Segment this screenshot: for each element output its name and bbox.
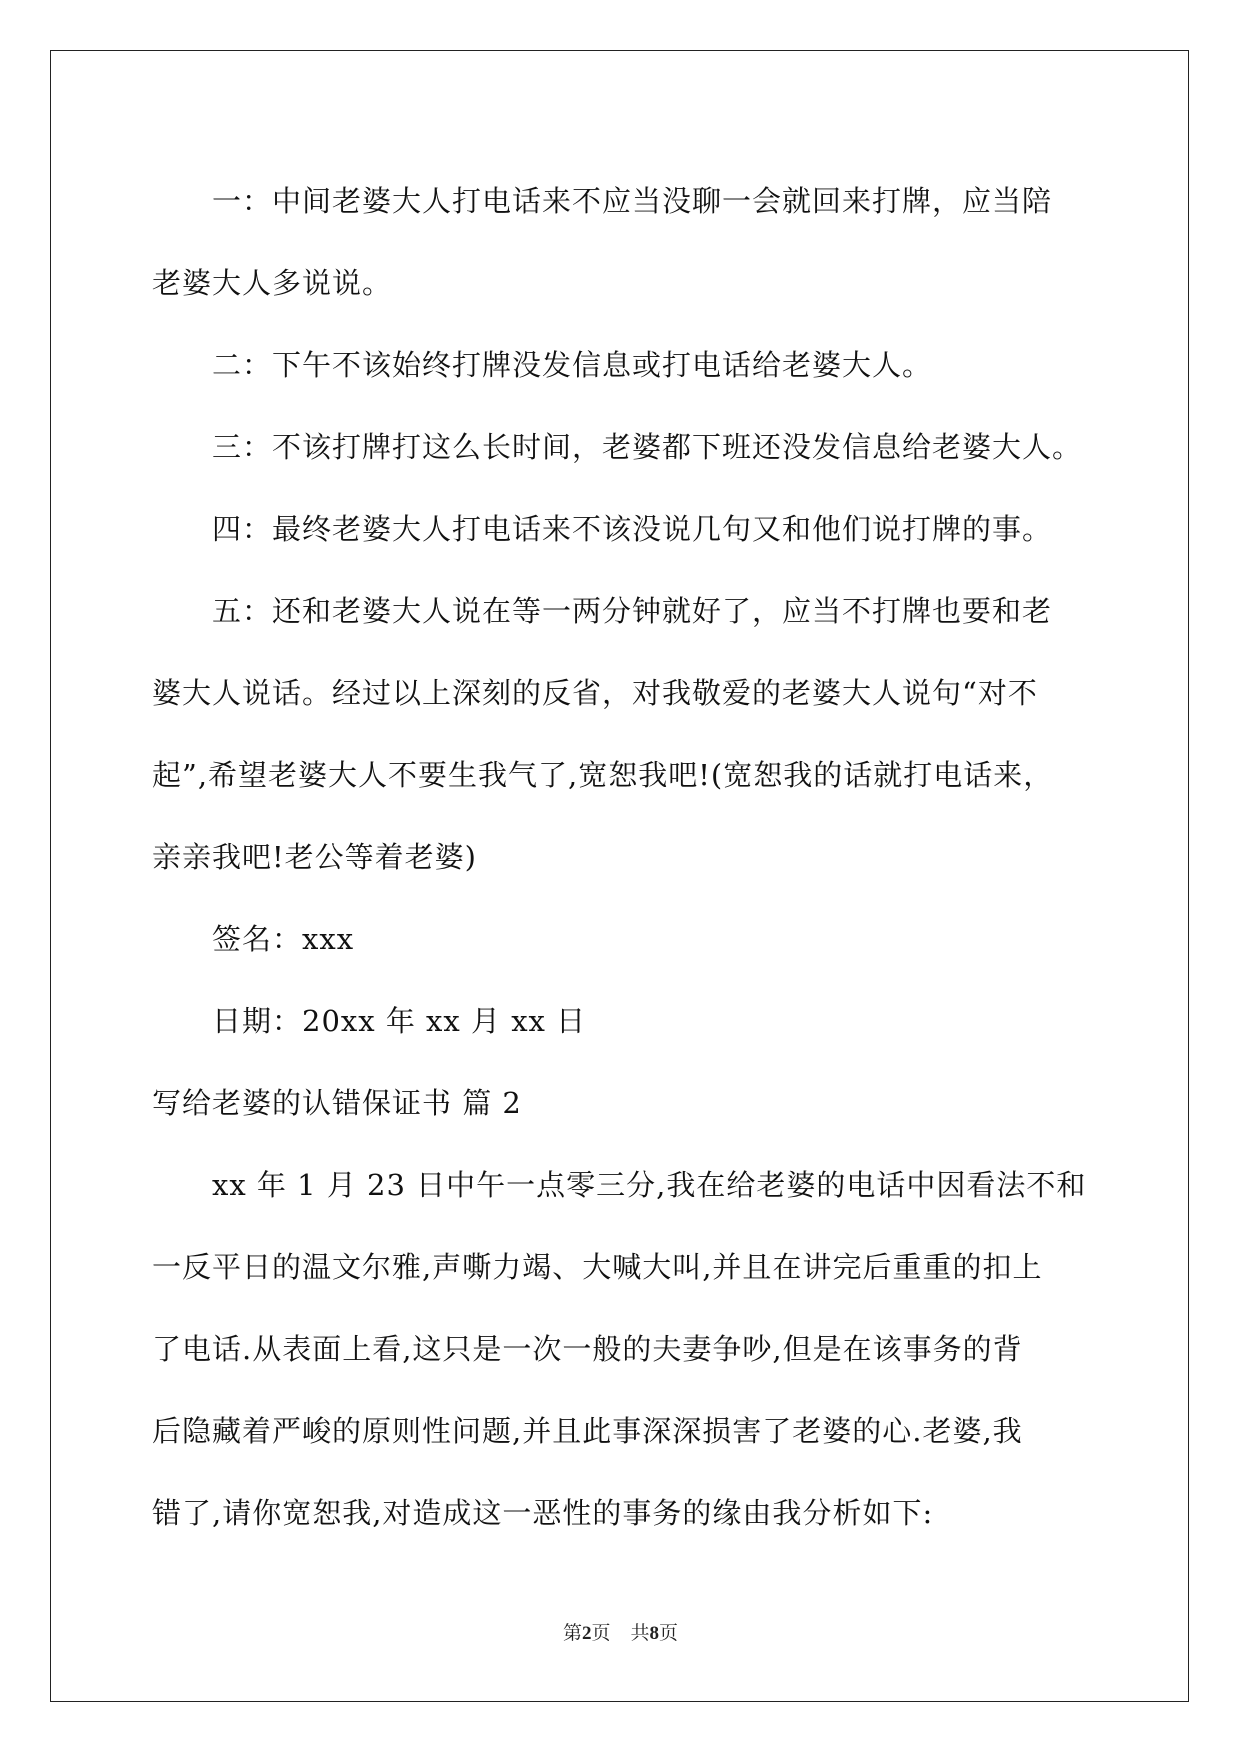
paragraph-line-6: 五：还和老婆大人说在等一两分钟就好了，应当不打牌也要和老 [212,594,1053,628]
paragraph-line-5: 四：最终老婆大人打电话来不该没说几句又和他们说打牌的事。 [212,512,1053,546]
page-footer [0,1618,1241,1645]
document-body [152,160,1092,1554]
paragraph-line-17: 错了,请你宽恕我,对造成这一恶性的事务的缘由我分析如下: [152,1496,934,1530]
total-unit: 页 [659,1622,679,1644]
paragraph-line-15: 了电话.从表面上看,这只是一次一般的夫妻争吵,但是在该事务的背 [152,1332,1023,1366]
section-heading: 写给老婆的认错保证书 篇 2 [152,1086,522,1120]
page-unit: 页 [591,1622,611,1644]
signature-line: 签名：xxx [212,922,355,956]
paragraph-line-3: 二：下午不该始终打牌没发信息或打电话给老婆大人。 [212,348,933,382]
paragraph-line-2: 老婆大人多说说。 [152,266,393,300]
page-prefix: 第 [562,1622,582,1644]
paragraph-line-13: xx 年 1 月 23 日中午一点零三分,我在给老婆的电话中因看法不和 [212,1168,1087,1202]
paragraph-line-8: 起”,希望老婆大人不要生我气了,宽恕我吧!(宽恕我的话就打电话来， [152,758,1054,792]
paragraph-line-14: 一反平日的温文尔雅,声嘶力竭、大喊大叫,并且在讲完后重重的扣上 [152,1250,1043,1284]
paragraph-line-4: 三：不该打牌打这么长时间，老婆都下班还没发信息给老婆大人。 [212,430,1083,464]
paragraph-line-7: 婆大人说话。经过以上深刻的反省，对我敬爱的老婆大人说句“对不 [152,676,1038,710]
paragraph-line-1: 一：中间老婆大人打电话来不应当没聊一会就回来打牌，应当陪 [212,184,1053,218]
current-page-number: 2 [581,1623,592,1644]
paragraph-line-9: 亲亲我吧!老公等着老婆) [152,840,477,874]
date-line: 日期：20xx 年 xx 月 xx 日 [212,1004,587,1038]
total-prefix: 共 [630,1622,650,1644]
paragraph-line-16: 后隐藏着严峻的原则性问题,并且此事深深损害了老婆的心.老婆,我 [152,1414,1023,1448]
total-page-count: 8 [649,1623,660,1644]
